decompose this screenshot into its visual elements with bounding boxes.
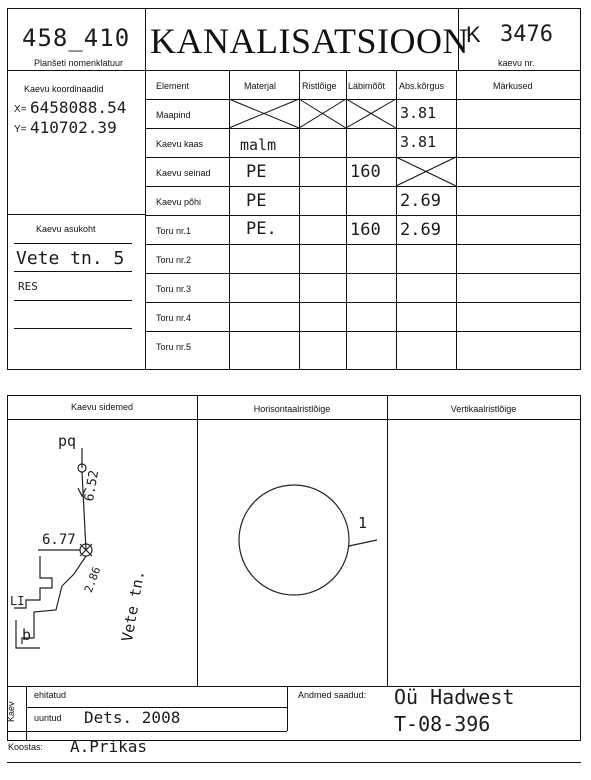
cell-abs: 2.69: [400, 220, 441, 240]
cell-materjal: PE: [246, 162, 267, 182]
col-labimoot: Läbimõõt: [348, 81, 386, 91]
location-line2: RES: [18, 280, 38, 293]
built-label: ehitatud: [34, 690, 67, 700]
cell-labimoot: 160: [350, 162, 381, 182]
sketch-dim1: 6.52: [82, 469, 103, 503]
panel-title-connections: Kaevu sidemed: [70, 402, 134, 412]
measured-value: Dets. 2008: [84, 708, 181, 727]
cell-abs: 2.69: [400, 191, 441, 211]
row-label: Kaevu põhi: [156, 197, 202, 207]
location-label: Kaevu asukoht: [36, 224, 96, 234]
well-number: 3476: [500, 22, 553, 47]
plan-label: Planšeti nomenklatuur: [34, 58, 124, 68]
footer-side-label: Kaev: [6, 701, 16, 722]
row-label: Toru nr.4: [156, 313, 192, 323]
row-label: Kaevu kaas: [156, 139, 204, 149]
page-title: KANALISATSIOON: [150, 21, 469, 61]
compiled-value: A.Prikas: [70, 737, 148, 756]
col-element: Element: [156, 81, 190, 91]
measured-label: uuritud: [34, 713, 62, 723]
coord-y-value: 410702.39: [30, 118, 117, 137]
sketch-dim2: 6.77: [42, 532, 76, 548]
data-label: Andmed saadud:: [298, 690, 367, 700]
coord-x-prefix: X=: [14, 104, 27, 115]
cell-abs: 3.81: [400, 104, 437, 122]
row-label: Kaevu seinad: [156, 168, 211, 178]
sketch-label-a: LI: [10, 594, 25, 608]
compiled-label: Koostas:: [8, 742, 44, 752]
panel-title-horizontal: Horisontaalristlõige: [253, 404, 331, 414]
row-label: Toru nr.3: [156, 284, 192, 294]
data-value2: T-08-396: [394, 712, 491, 736]
coord-y-prefix: Y=: [14, 124, 27, 135]
sketch-dim3: 2.86: [82, 565, 104, 595]
cell-materjal: PE.: [246, 219, 277, 239]
row-label: Toru nr.2: [156, 255, 192, 265]
row-label: Toru nr.1: [156, 226, 192, 236]
cell-materjal: malm: [240, 136, 277, 154]
pipe-label: 1: [358, 514, 368, 532]
sketch-label-top: pq: [58, 432, 77, 450]
sketch-label-b: b: [22, 626, 32, 644]
cell-labimoot: 160: [350, 220, 381, 240]
well-prefix: K: [466, 22, 481, 47]
row-label: Toru nr.5: [156, 342, 192, 352]
cell-abs: 3.81: [400, 133, 437, 151]
panel-title-vertical: Vertikaalristlõige: [450, 404, 517, 414]
coords-label: Kaevu koordinaadid: [24, 84, 104, 94]
col-materjal: Materjal: [244, 81, 277, 91]
plan-number: 458_410: [22, 24, 131, 52]
horizontal-section: [197, 420, 387, 686]
col-abs: Abs.kõrgus: [399, 81, 445, 91]
coord-x-value: 6458088.54: [30, 98, 127, 117]
row-label: Maapind: [156, 110, 191, 120]
col-markused: Märkused: [493, 81, 533, 91]
location-line1: Vete tn. 5: [16, 248, 125, 269]
well-label: kaevu nr.: [498, 58, 535, 68]
data-value1: Oü Hadwest: [394, 685, 515, 709]
cell-materjal: PE: [246, 191, 267, 211]
col-ristloige: Ristlõige: [302, 81, 337, 91]
sketch-street: Vete tn.: [118, 568, 149, 644]
